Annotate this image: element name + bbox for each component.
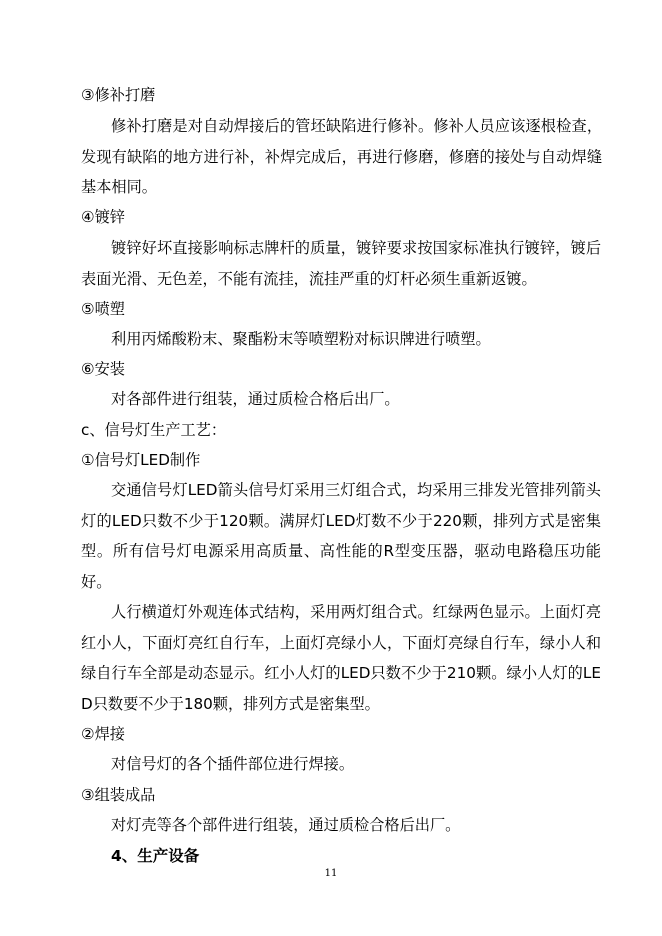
heading-spray-coating: ⑤喷塑	[81, 300, 125, 318]
paragraph-spray-coating: 利用丙烯酸粉末、聚酯粉末等喷塑粉对标识牌进行喷塑。	[111, 330, 491, 348]
heading-welding: ②焊接	[81, 725, 125, 743]
paragraph-installation: 对各部件进行组装，通过质检合格后出厂。	[111, 390, 400, 408]
heading-repair-grinding: ③修补打磨	[81, 86, 156, 104]
heading-galvanizing: ④镀锌	[81, 208, 125, 226]
paragraph-repair-grinding: 修补打磨是对自动焊接后的管坯缺陷进行修补。修补人员应该逐根检查，发现有缺陷的地方进行补，补焊完成后，再进行修磨，修磨的接处与自动焊缝基本相同。	[81, 117, 602, 196]
page-number: 11	[324, 868, 338, 879]
paragraph-led-production: 交通信号灯LED箭头信号灯采用三灯组合式，均采用三排发光管排列箭头灯的LED只数不少于120颗。满屏灯LED灯数不少于220颗，排列方式是密集型。所有信号灯电源采用高质量、高性能的R型变压器，驱动电路稳压功能好。	[81, 481, 601, 591]
heading-led-production: ①信号灯LED制作	[81, 451, 201, 469]
paragraph-welding: 对信号灯的各个插件部位进行焊接。	[111, 755, 354, 773]
heading-signal-light-process: c、信号灯生产工艺：	[81, 421, 227, 439]
heading-installation: ⑥安装	[81, 360, 125, 378]
paragraph-assembly: 对灯壳等各个部件进行组装，通过质检合格后出厂。	[111, 816, 461, 834]
paragraph-pedestrian-light: 人行横道灯外观连体式结构，采用两灯组合式。红绿两色显示。上面灯亮红小人，下面灯亮红自行车，上面灯亮绿小人，下面灯亮绿自行车，绿小人和绿自行车全部是动态显示。红小人灯的LED只数不少于210颗。绿小人灯的LED只数要不少于180颗，排列方式是密集型。	[81, 603, 601, 713]
paragraph-galvanizing: 镀锌好坏直接影响标志牌杆的质量，镀锌要求按国家标准执行镀锌，镀后表面光滑、无色差，不能有流挂，流挂严重的灯杆必须生重新返镀。	[81, 239, 601, 288]
heading-assembly: ③组装成品	[81, 786, 156, 804]
section-heading-production-equipment: 4、生产设备	[111, 847, 200, 865]
